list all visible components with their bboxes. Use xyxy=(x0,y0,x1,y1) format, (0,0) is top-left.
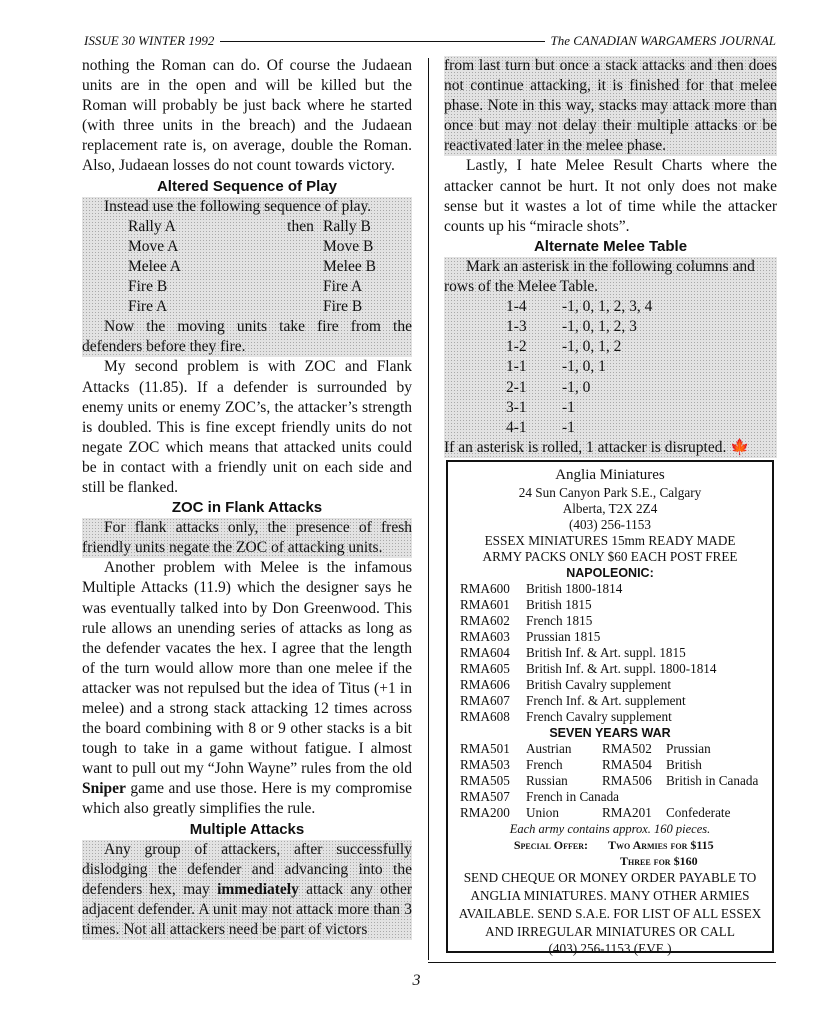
columns-cell: -1, 0, 1, 2, 3, 4 xyxy=(562,298,653,316)
product-name: British 1800-1814 xyxy=(526,581,623,596)
seq-b: Melee B xyxy=(323,257,376,275)
product-code: RMA606 xyxy=(460,677,510,692)
ad-army-note: Each army contains approx. 160 pieces. xyxy=(509,822,711,836)
product-code: RMA501 xyxy=(460,741,510,756)
odds-cell: 1-4 xyxy=(506,298,527,316)
header-rule xyxy=(220,41,544,42)
product-name: Prussian 1815 xyxy=(526,629,601,644)
paragraph-zoc-flank: My second problem is with ZOC and Flank Attacks (11.85). If a defender is surrounded by enemy units or enemy ZOC’s, the attacker’s strength is doubled. This is fine except friendly units do not negate ZOC which means that attacked units could be in contact with a friendly unit on each side and still be flanked. xyxy=(82,358,412,496)
left-column xyxy=(82,56,412,940)
odds-cell: 4-1 xyxy=(506,418,527,436)
melee-table xyxy=(444,297,777,438)
immediately-emphasis: immediately xyxy=(217,880,299,898)
melee-table-box xyxy=(444,257,777,458)
ad-promo-line2: ARMY PACKS ONLY $60 EACH POST FREE xyxy=(482,549,738,564)
product-code: RMA502 xyxy=(602,741,652,756)
product-name: French Inf. & Art. supplement xyxy=(526,693,686,708)
product-name: British Cavalry supplement xyxy=(526,677,672,692)
column-divider xyxy=(428,58,429,960)
product-name: French 1815 xyxy=(526,613,593,628)
odds-cell: 2-1 xyxy=(506,378,527,396)
seq-b: Rally B xyxy=(323,217,371,235)
product-code: RMA607 xyxy=(460,693,510,708)
product-code: RMA601 xyxy=(460,597,510,612)
product-name: British xyxy=(666,757,702,772)
product-name: French in Canada xyxy=(526,789,620,804)
heading-zoc-flank-attacks: ZOC in Flank Attacks xyxy=(171,499,323,517)
product-code: RMA506 xyxy=(602,773,652,788)
sequence-table xyxy=(82,217,412,317)
melee-table-outro: If an asterisk is rolled, 1 attacker is disrupted. 🍁 xyxy=(444,438,750,456)
zoc-rule-box: For flank attacks only, the presence of fresh friendly units negate the ZOC of attacking units. xyxy=(82,518,412,558)
columns-cell: -1, 0 xyxy=(562,378,591,396)
product-name: Confederate xyxy=(666,805,731,820)
columns-cell: -1, 0, 1, 2, 3 xyxy=(562,318,637,336)
running-header xyxy=(84,31,776,51)
product-code: RMA605 xyxy=(460,661,510,676)
product-name: French Cavalry supplement xyxy=(526,709,672,724)
seq-b: Fire A xyxy=(323,278,363,296)
seq-a: Fire A xyxy=(128,298,168,316)
ad-company-name: Anglia Miniatures xyxy=(555,467,665,483)
columns-cell: -1 xyxy=(562,418,575,436)
product-code: RMA603 xyxy=(460,629,510,644)
columns-cell: -1, 0, 1 xyxy=(562,358,606,376)
product-name: Prussian xyxy=(666,741,711,756)
odds-cell: 1-3 xyxy=(506,318,527,336)
product-name: Austrian xyxy=(526,741,572,756)
header-journal-title: The CANADIAN WARGAMERS JOURNAL xyxy=(550,33,776,48)
product-name: British Inf. & Art. suppl. 1815 xyxy=(526,645,686,660)
product-name: British Inf. & Art. suppl. 1800-1814 xyxy=(526,661,717,676)
ad-phone: (403) 256-1153 xyxy=(569,517,651,532)
ad-special-offer xyxy=(448,837,772,869)
product-code: RMA604 xyxy=(460,645,510,660)
product-code: RMA503 xyxy=(460,757,510,772)
header-issue: ISSUE 30 WINTER 1992 xyxy=(84,33,215,48)
seq-a: Fire B xyxy=(128,278,168,296)
ad-napoleonic-list xyxy=(448,581,772,725)
offer-two-armies: Two Armies for $115 xyxy=(608,838,714,852)
columns-cell: -1 xyxy=(562,398,575,416)
maple-leaf-icon: 🍁 xyxy=(730,438,750,456)
offer-label: Special Offer: xyxy=(513,838,588,852)
multiple-attacks-rule-continued: from last turn but once a stack attacks and then does not continue attacking, it is finished for that melee phase. Note in this way, stacks may attack more than once but may not delay their multiple attacks or be reactivated later in the melee phase. xyxy=(444,56,777,156)
product-code: RMA608 xyxy=(460,709,510,724)
ad-order-line2: ANGLIA MINIATURES. MANY OTHER ARMIES xyxy=(470,888,750,903)
ad-seven-years-war-heading: SEVEN YEARS WAR xyxy=(549,726,671,740)
odds-cell: 1-1 xyxy=(506,358,527,376)
product-code: RMA201 xyxy=(602,805,652,820)
ad-promo-line1: ESSEX MINIATURES 15mm READY MADE xyxy=(484,533,736,548)
odds-cell: 1-2 xyxy=(506,338,527,356)
product-name: British in Canada xyxy=(666,773,759,788)
paragraph-melee-charts: Lastly, I hate Melee Result Charts where the attacker cannot be hurt. It not only does not make sense but it wastes a lot of time while the attacker counts up his “miracle shots”. xyxy=(444,157,777,235)
product-code: RMA507 xyxy=(460,789,510,804)
seq-a: Rally A xyxy=(128,217,176,235)
ad-address-line2: Alberta, T2X 2Z4 xyxy=(562,501,658,516)
paragraph-judaean-units: nothing the Roman can do. Of course the Judaean units are in the open and will be killed but the Roman will probably be just back where he started (with three units in the breach) and the Judaean replacement rate is, on average, double the Roman. Also, Judaean losses do not count towards victory. xyxy=(82,57,412,175)
odds-cell: 3-1 xyxy=(506,398,527,416)
anglia-miniatures-advertisement xyxy=(446,460,774,956)
product-code: RMA600 xyxy=(460,581,510,596)
product-name: Russian xyxy=(526,773,568,788)
sequence-intro: Instead use the following sequence of play. xyxy=(104,197,372,215)
seq-b: Fire B xyxy=(323,298,363,316)
seq-a: Melee A xyxy=(128,257,181,275)
ad-order-line4: AND IRREGULAR MINIATURES OR CALL xyxy=(485,924,735,939)
paragraph-multiple-attacks: Another problem with Melee is the infamous Multiple Attacks (11.9) which the designer says he was eventually talked into by Don Greenwood. This rule allows an unending series of attacks as long as the defender vacates the hex. I agree that the length of the turn would allow more than one melee if the attacker was not repulsed but the idea of Titus (+1 in melee) and a strong stack attacking 12 times across the board combining with 8 or 9 other stacks is a bit tough to take in a game without fatigue. I almost want to pull out my “John Wayne” rules from the old Sniper game and use those. Here is my compromise which also greatly simplifies the rule. xyxy=(82,559,412,818)
ad-address-line1: 24 Sun Canyon Park S.E., Calgary xyxy=(518,485,702,500)
product-code: RMA602 xyxy=(460,613,510,628)
product-code: RMA505 xyxy=(460,773,510,788)
product-name: French xyxy=(526,757,563,772)
sequence-outro: Now the moving units take fire from the defenders before they fire. xyxy=(82,318,412,356)
heading-alternate-melee-table: Alternate Melee Table xyxy=(533,237,688,255)
ad-seven-years-war-list xyxy=(448,741,772,821)
sequence-of-play-box xyxy=(82,197,412,358)
seq-b: Move B xyxy=(323,237,374,255)
heading-multiple-attacks: Multiple Attacks xyxy=(189,820,305,838)
ad-napoleonic-heading: NAPOLEONIC: xyxy=(566,566,654,580)
product-code: RMA504 xyxy=(602,757,652,772)
heading-altered-sequence: Altered Sequence of Play xyxy=(156,177,338,195)
multiple-attacks-rule-box: Any group of attackers, after successfully dislodging the defender and advancing into the defenders hex, may immediately attack any other adjacent defender. A unit may not attack more than 3 times. Not all attackers need be part of victors xyxy=(82,840,412,940)
footer-rule xyxy=(428,962,776,963)
offer-three-armies: Three for $160 xyxy=(620,854,698,868)
sniper-title: Sniper xyxy=(82,780,126,798)
product-name: British 1815 xyxy=(526,597,592,612)
ad-order-phone: (403) 256-1153 (EVE.) xyxy=(548,941,672,956)
seq-then: then xyxy=(287,217,314,235)
product-name: Union xyxy=(526,805,559,820)
product-code: RMA200 xyxy=(460,805,510,820)
melee-table-intro: Mark an asterisk in the following columns and rows of the Melee Table. xyxy=(444,257,755,296)
ad-order-line1: SEND CHEQUE OR MONEY ORDER PAYABLE TO xyxy=(463,870,757,885)
ad-order-line3: AVAILABLE. SEND S.A.E. FOR LIST OF ALL ESSEX xyxy=(458,906,762,921)
right-column xyxy=(444,56,777,458)
seq-a: Move A xyxy=(128,237,179,255)
page-number: 3 xyxy=(412,972,421,989)
columns-cell: -1, 0, 1, 2 xyxy=(562,338,622,356)
